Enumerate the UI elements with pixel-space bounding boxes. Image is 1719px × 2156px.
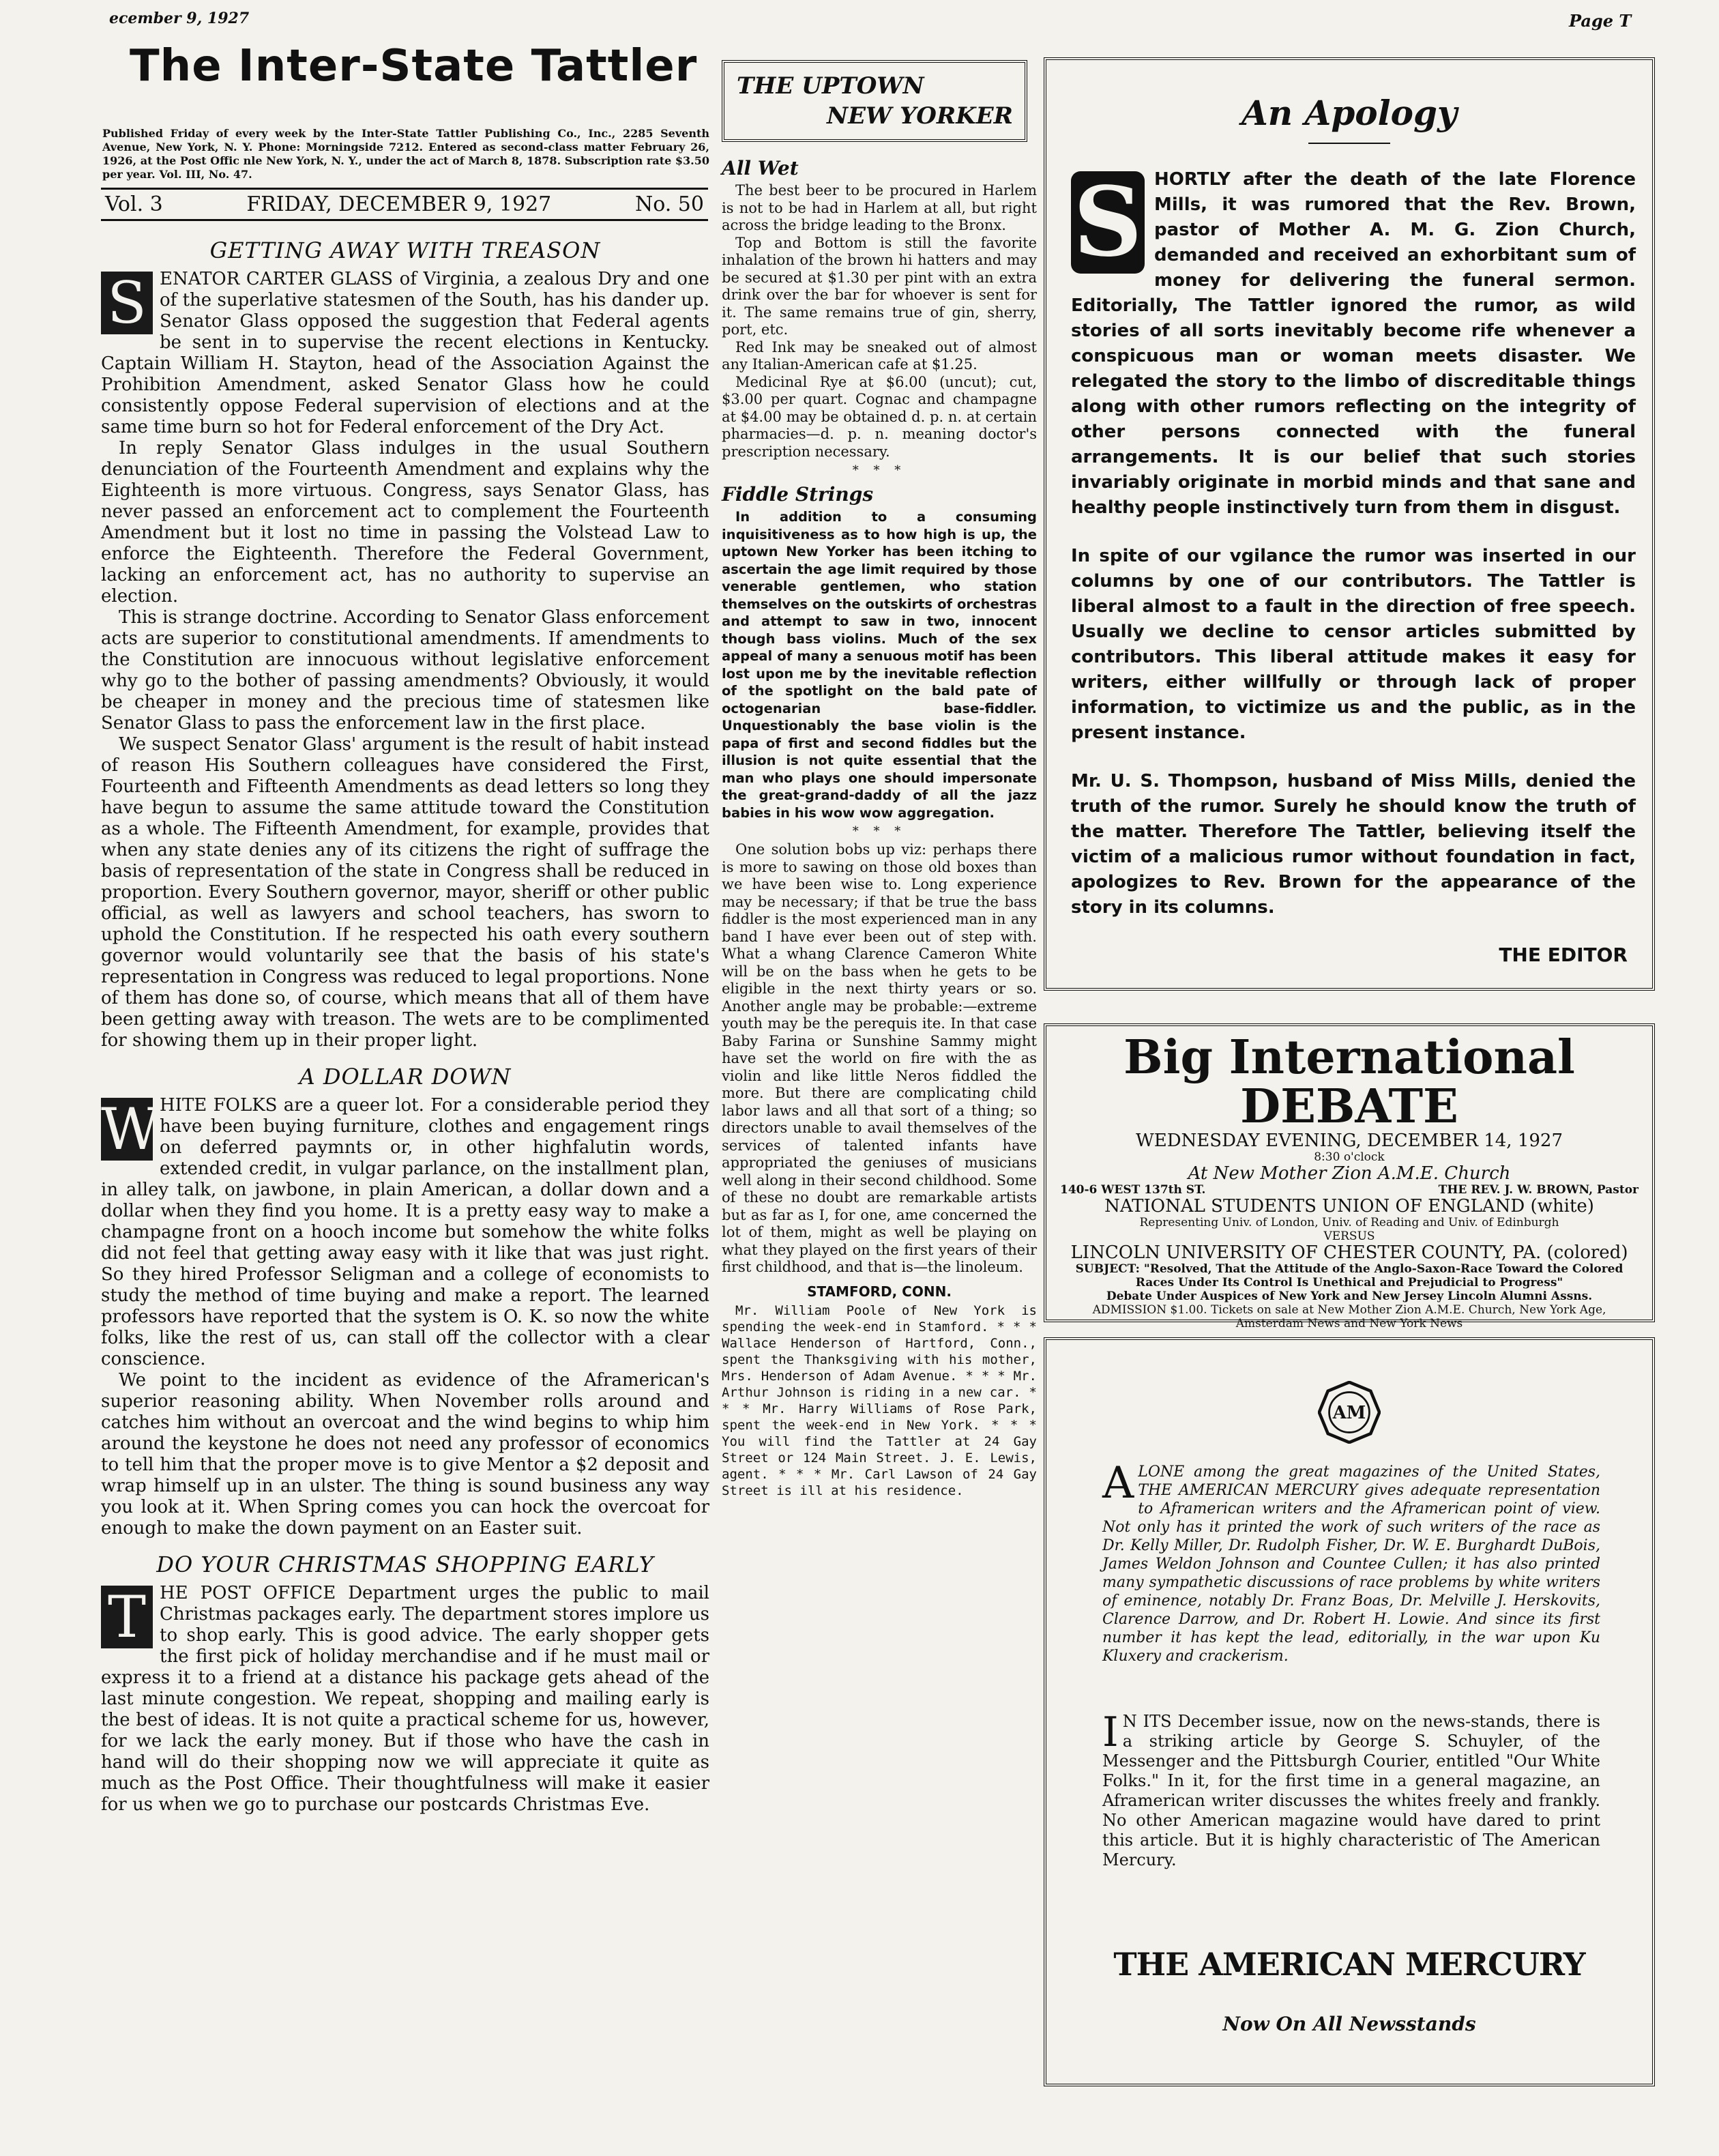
fiddle-strings-text xyxy=(722,508,1037,821)
stamford-news xyxy=(722,1302,1037,1499)
debate-time: 8:30 o'clock xyxy=(1314,1150,1385,1164)
editorial-treason xyxy=(101,269,709,1051)
section-head-fiddle: Fiddle Strings xyxy=(722,483,874,506)
issue-number: No. 50 xyxy=(634,192,704,216)
apology-text xyxy=(1046,167,1652,920)
mercury-december-body: N ITS December issue, now on the news-stands, there is a striking article by George S. Schuyler, of the Messenger and the Pittsburgh Courier, entitled "Our White Folks." In it, for the first time in a general magazine, an Aframerican writer discusses the whites freely and frankly. No other American magazine would have dared to print this article. But it is highly characteristic of The American Mercury. xyxy=(1102,1712,1600,1869)
paragraph: We suspect Senator Glass' argument is the result of habit instead of reason His Southern colleagues have considered the First, Fourteenth and Fifteenth Amendments as dead letters so long they have begun to assume the same attitude toward the Constitution as a whole. The Fifteenth Amendment, for example, provides that when any state denies any of its citizens the right of suffrage the basis of representation of the state in Congress shall be reduced in proportion. Every Southern governor, mayor, sheriff or other public official, as well as lawyers and school teachers, has sworn to uphold the Constitution. If he respected his oath every southern governor would voluntarily see that the basis of his state's representation in Congress was reduced to legal proportions. None of them has done so, of course, which means that all of them have been getting away with treason. The wets are to be complimented for showing them up in their proper light. xyxy=(101,734,709,1051)
paragraph: HORTLY after the death of the late Florence Mills, it was rumored that the Rev. Brown, pastor of Mother A. M. G. Zion Church, demanded and received an exhorbitant sum of money for delivering the funeral sermon. Editorially, The Tattler ignored the rumor, as wild stories of all sorts inevitably become rife whenever a conspicuous man or woman meets disaster. We relegated the story to the limbo of discreditable things along with other rumors reflecting on the integrity of other persons connected with the funeral arrangements. It is our belief that such stories invariably originate in morbid minds and that sane and healthy people instinctively turn from them in disgust. xyxy=(1071,169,1636,518)
american-mercury-advertisement xyxy=(1044,1337,1655,2086)
page-number-label: Page T xyxy=(1569,11,1632,31)
debate-address-row xyxy=(1046,1183,1652,1197)
paragraph: Mr. William Poole of New York is spending the week-end in Stamford. * * * Wallace Henderson of Hartford, Conn., spent the Thanksgiving with his mother, Mrs. Henderson of Adam Avenue. * * * Mr. Arthur Johnson is riding in a new car. * * * Mr. Harry Williams of Rose Park, spent the week-end in New York. * * * You will find the Tattler at 24 Gay Street or 124 Main Street. J. E. Lewis, agent. * * * Mr. Carl Lawson of 24 Gay Street is ill at his residence. xyxy=(722,1302,1037,1498)
editorial-dollar-down xyxy=(101,1095,709,1539)
paragraph: In spite of our vgilance the rumor was inserted in our columns by one of our contributors. The Tattler is liberal almost to a fault in the direction of free speech. Usually we decline to censor articles submitted by contributors. This liberal attitude makes it easy for writers, either willfully or through lack of proper information, to victimize us and the public, as in the present instance. xyxy=(1071,546,1636,743)
page-date: ecember 9, 1927 xyxy=(109,10,250,27)
volume: Vol. 3 xyxy=(105,192,163,216)
editor-signature: THE EDITOR xyxy=(1499,944,1628,966)
paragraph: HE POST OFFICE Department urges the public to mail Christmas packages early. The department stores implore us to shop early. This is good advice. The early shopper gets the first pick of holiday merchandise and if he must mail or express it to a friend at a distance his package gets ahead of the last minute congestion. We repeat, shopping and mailing early is the best of ideas. It is not quite a practical scheme for us, however, for we lack the early money. But if those who have the cash in hand will do their shopping now we will appreciate it quite as much as the Post Office. Their thoughtfulness will make it easier for us when we go to purchase our postcards Christmas Eve. xyxy=(101,1583,709,1815)
dropcap-w: W xyxy=(101,1096,160,1163)
mercury-tagline: Now On All Newsstands xyxy=(1222,2013,1476,2035)
paragraph: This is strange doctrine. According to Senator Glass enforcement acts are superior to constitutional amendments. If amendments to the Constitution are innocuous without legislative enforcement why go to the bother of passing amendments? Obviously, it would be cheaper in money and the precious time of statesmen like Senator Glass to pass the enforcement law in the first place. xyxy=(101,607,709,733)
editorial-christmas xyxy=(101,1583,709,1816)
section-head-stamford: STAMFORD, CONN. xyxy=(807,1283,952,1300)
debate-subject: SUBJECT: "Resolved, That the Attitude of the Anglo-Saxon-Race Toward the Colored Races Under Its Control Is Unethical and Prejudicial to Progress" xyxy=(1075,1262,1624,1290)
paragraph: HITE FOLKS are a queer lot. For a considerable period they have been buying furniture, clothes and engagement rings on deferred paymnts or, in other highfalutin words, extended credit, in vulgar parlance, on the installment plan, in alley talk, on jawbone, in plain American, a dollar down and a dollar when they find you home. It is a pretty easy way to make a champagne front on a hooch income but somehow the white folks did not feel that getting away easy with it like that was just right. So they hired Professor Seligman and a college of economists to study the method of time buying and make a report. The learned professors have reported that the system is O. K. so now the white folks, like the rest of us, can stall off the collector with a clear conscience. xyxy=(101,1095,709,1369)
debate-advertisement xyxy=(1044,1023,1655,1330)
mercury-brand: THE AMERICAN MERCURY xyxy=(1113,1946,1585,1983)
mercury-logo-letters: AM xyxy=(1332,1403,1366,1424)
editorial-column xyxy=(101,229,709,1816)
column-title-line2: NEW YORKER xyxy=(827,102,1013,130)
editorial-headline-christmas: DO YOUR CHRISTMAS SHOPPING EARLY xyxy=(156,1552,654,1577)
fiddle-strings-text-2 xyxy=(722,841,1037,1277)
separator-stars: * * * xyxy=(852,824,907,839)
issue-date: FRIDAY, DECEMBER 9, 1927 xyxy=(246,192,552,216)
issue-line xyxy=(101,188,708,221)
paper-title: The Inter-State Tattler xyxy=(130,41,698,91)
uptown-new-yorker-box xyxy=(722,60,1027,142)
debate-team-lincoln: LINCOLN UNIVERSITY OF CHESTER COUNTY, PA. (colored) xyxy=(1070,1242,1628,1263)
paragraph: The best beer to be procured in Harlem is not to be had in Harlem at all, but right across the bridge leading to the Bronx. xyxy=(722,182,1037,233)
paragraph: ENATOR CARTER GLASS of Virginia, a zealous Dry and one of the superlative statesmen of the South, has his dander up. Senator Glass opposed the suggestion that Federal agents be sent in to supervise the recent elections in Kentucky. Captain William H. Stayton, head of the Association Against the Prohibition Amendment, asked Senator Glass how he could consistently oppose Federal supervision of elections and at the same time burn so hot for Federal enforcement of the Dry Act. xyxy=(101,269,709,437)
editorial-headline-treason: GETTING AWAY WITH TREASON xyxy=(209,237,601,263)
mercury-logo-icon xyxy=(1318,1381,1381,1444)
uptown-column xyxy=(722,151,1037,1499)
debate-date: WEDNESDAY EVENING, DECEMBER 14, 1927 xyxy=(1136,1131,1563,1151)
dropcap-i: I xyxy=(1102,1708,1119,1756)
separator-stars: * * * xyxy=(852,463,907,478)
debate-versus: VERSUS xyxy=(1323,1229,1375,1243)
paragraph: Top and Bottom is still the favorite inhalation of the brown hi hatters and may be secured at $1.30 per pint with an extra drink over the bar for whoever is sent for it. The same remains true of gin, sherry, port, etc. xyxy=(722,234,1037,338)
debate-team-england: NATIONAL STUDENTS UNION OF ENGLAND (white) xyxy=(1104,1196,1594,1217)
paragraph: In reply Senator Glass indulges in the usual Southern denunciation of the Fourteenth Amendment and explains why the Eighteenth is more virtuous. Congress, says Senator Glass, has never passed an enforcement act to complement the Fourteenth Amendment but it lost no time in passing the Volstead Law to enforce the Eighteenth. Therefore the Federal Government, lacking an enforcement act, has no authority to supervise an election. xyxy=(101,438,709,607)
debate-pastor: THE REV. J. W. BROWN, Pastor xyxy=(1438,1183,1639,1197)
paragraph: Mr. U. S. Thompson, husband of Miss Mills, denied the truth of the rumor. Surely he should know the truth of the matter. Therefore The Tattler, believing itself the victim of a malicious rumor without foundation in fact, apologizes to Rev. Brown for the appearance of the story in its columns. xyxy=(1071,771,1636,918)
editorial-headline-dollar: A DOLLAR DOWN xyxy=(299,1064,512,1090)
paragraph: Medicinal Rye at $6.00 (uncut); cut, $3.00 per quart. Cognac and champagne at $4.00 may be obtained d. p. n. at certain pharmacies—d. p. n. meaning doctor's prescription necessary. xyxy=(722,373,1037,460)
dropcap-s: S xyxy=(101,272,153,334)
publisher-info: Published Friday of every week by the Inter-State Tattler Publishing Co., Inc., 2285 Seventh Avenue, New York, N. Y. Phone: Morningside 7212. Entered as second-class matter February 26, 1926, at the Post Offic nle New York, N. Y., under the act of March 8, 1878. Subscription rate $3.50 per year. Vol. III, No. 47. xyxy=(102,127,709,181)
dropcap-t: T xyxy=(101,1586,153,1648)
title-rule xyxy=(1308,143,1390,144)
column-title-line1: THE UPTOWN xyxy=(737,72,924,100)
mercury-intro-body: LONE among the great magazines of the United States, THE AMERICAN MERCURY gives adequate representation to Aframerican writers and the Aframerican point of view. Not only has it printed the work of such writers of the race as Dr. Kelly Miller, Dr. Rudolph Fisher, Dr. W. E. Burghardt DuBois, James Weldon Johnson and Countee Cullen; it has also printed many sympathetic discussions of race problems by white writers of eminence, notably Dr. Franz Boas, Dr. Melville J. Herskovits, Clarence Darrow, and Dr. Robert H. Lowie. And since its first number it has kept the lead, editorially, in the war upon Ku Kluxery and crackerism. xyxy=(1102,1463,1600,1665)
debate-venue: At New Mother Zion A.M.E. Church xyxy=(1188,1163,1511,1184)
debate-auspices: Debate Under Auspices of New York and New Jersey Lincoln Alumni Assns. xyxy=(1106,1290,1593,1303)
all-wet-text xyxy=(722,182,1037,461)
section-head-all-wet: All Wet xyxy=(722,157,799,179)
mercury-december-text xyxy=(1102,1708,1600,1870)
paragraph: Red Ink may be sneaked out of almost any Italian-American cafe at $1.25. xyxy=(722,338,1037,373)
dropcap-a: A xyxy=(1102,1458,1134,1509)
paragraph: One solution bobs up viz: perhaps there is more to sawing on those old boxes than we have been wise to. Long experience may be necessary; if that be true the bass fiddler is the most experienced man in any band I have ever been out of step with. What a whang Clarence Cameron White will be on the bass when he gets to be eligible in the next thirty years or so. Another angle may be probable:—extreme youth may be the perequis ite. In that case Baby Farina or Sunshine Sammy might have set the world on fire with the as violin and like little Neros fiddled the more. But there are complicating child labor laws and all that sort of a thing; so directors unable to avail themselves of the services of talented infants have appropriated the geniuses of musicians well along in their second childhood. Some of these no doubt are remarkable artists but as far as I, for one, ame concerned the lot of them, might as well be playing on what they played on the first years of their first childhood, and that is—the linoleum. xyxy=(722,841,1037,1275)
paragraph: We point to the incident as evidence of the Aframerican's superior reasoning ability. When November rolls around and catches him without an overcoat and the wind begins to whip him around the keystone he does not need any professor of economics to tell him that the proper move is to give Mentor a $2 deposit and wrap himself up in an ulster. The thing is sound business any way you look at it. When Spring comes you can hock the overcoat for enough to make the down payment on an Easter suit. xyxy=(101,1370,709,1539)
mercury-intro-text xyxy=(1102,1458,1600,1665)
debate-title: Big International DEBATE xyxy=(1123,1030,1575,1134)
apology-box xyxy=(1044,57,1655,991)
debate-admission: ADMISSION $1.00. Tickets on sale at New Mother Zion A.M.E. Church, New York Age, Amsterdam News and New York News xyxy=(1092,1303,1606,1330)
debate-address: 140-6 WEST 137th ST. xyxy=(1060,1183,1206,1197)
dropcap-s: S xyxy=(1071,171,1145,274)
debate-team-england-sub: Representing Univ. of London, Univ. of Reading and Univ. of Edinburgh xyxy=(1139,1216,1559,1229)
apology-title: An Apology xyxy=(1241,93,1457,133)
paragraph: In addition to a consuming inquisitiveness as to how high is up, the uptown New Yorker has been itching to ascertain the age limit required by those venerable gentlemen, who station themselves on the outskirts of orchestras and attempt to saw in two, innocent though bass violins. Much of the sex appeal of many a senuous motif has been lost upon me by the inevitable reflection of the spotlight on the bald pate of octogenarian base-fiddler. Unquestionably the base violin is the papa of first and second fiddles but the illusion is not quite essential that the man who plays one should impersonate the great-grand-daddy of all the jazz babies in his wow wow aggregation. xyxy=(722,509,1037,821)
